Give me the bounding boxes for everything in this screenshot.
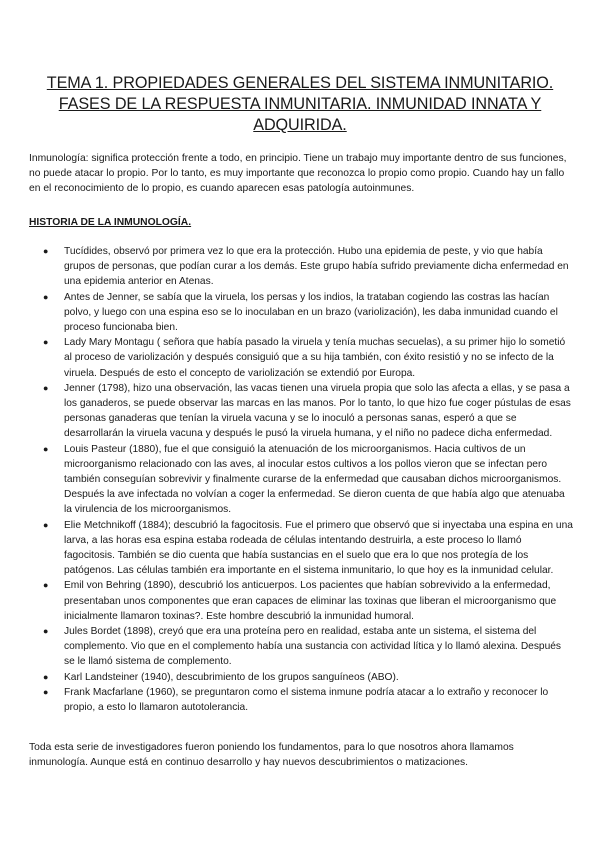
- bullet-icon: ●: [43, 291, 49, 302]
- list-item: [29, 290, 574, 336]
- bullet-icon: ●: [43, 626, 49, 637]
- list-item: [29, 624, 574, 670]
- list-item: [29, 335, 574, 381]
- list-item: [29, 578, 574, 624]
- intro-paragraph: Inmunología: significa protección frente a todo, en principio. Tiene un trabajo muy importante dentro de sus funciones, no puede atacar lo propio. Por lo tanto, es muy importante que reconozca lo propio como propio. Cuando hay un fallo en el reconocimiento de lo propio, es cuando aparecen esas patología autoinmunes.: [29, 153, 567, 195]
- title-line-1: TEMA 1. PROPIEDADES GENERALES DEL SISTEMA INMUNITARIO.: [46, 74, 554, 92]
- bullet-icon: ●: [43, 443, 49, 454]
- bullet-icon: ●: [43, 337, 49, 348]
- history-bullet-list: [29, 244, 574, 715]
- list-item-text: Jules Bordet (1898), creyó que era una proteína pero en realidad, estaba ante un sistema, el sistema del complemento. Vio que en el complemento había una sustancia con actividad lítica y lo llamó alexina. Después se le llamó sistema de complemento.: [64, 626, 562, 668]
- list-item-text: Lady Mary Montagu ( señora que había pasado la viruela y tenía muchas secuelas), a su primer hijo lo sometió al proceso de variolización y después consiguió que a su hija también, con éxito resistió y no se infecto de la viruela. Después de esto el concepto de variolización se extendió por Europa.: [64, 337, 566, 379]
- bullet-icon: ●: [43, 580, 49, 591]
- page-title: [30, 73, 570, 136]
- list-item: [29, 670, 574, 685]
- closing-paragraph: Toda esta serie de investigadores fueron poniendo los fundamentos, para lo que nosotros ahora llamamos inmunología. Aunque está en continuo desarrollo y hay nuevos descubrimientos o matizaciones.: [29, 742, 514, 769]
- bullet-icon: ●: [43, 382, 49, 393]
- list-item-text: Frank Macfarlane (1960), se preguntaron como el sistema inmune podría atacar a lo extraño y reconocer lo propio, a esto lo llamaron autotolerancia.: [64, 686, 549, 714]
- list-item-text: Jenner (1798), hizo una observación, las vacas tienen una viruela propia que solo las afecta a ellas, y se pasa a los ganaderos, se puede observar las marcas en las manos. Por lo tanto, lo que hizo fue coger pústulas de esas personas ganaderas que tenían la viruela vacuna y se lo inoculó a personas sanas, esperó a que se desarrollarán la viruela vacuna y después le pusó la viruela humana, y el niño no padece dicha enfermedad.: [64, 382, 571, 440]
- list-item-text: Karl Landsteiner (1940), descubrimiento de los grupos sanguíneos (ABO).: [64, 671, 399, 683]
- title-line-3: ADQUIRIDA.: [253, 116, 347, 134]
- list-item: [29, 518, 574, 579]
- bullet-icon: ●: [43, 686, 49, 697]
- section-heading-history: HISTORIA DE LA INMUNOLOGÍA.: [29, 217, 192, 228]
- list-item: [29, 244, 574, 290]
- list-item: [29, 685, 574, 715]
- list-item: [29, 381, 574, 442]
- list-item: [29, 442, 574, 518]
- bullet-icon: ●: [43, 519, 49, 530]
- bullet-icon: ●: [43, 246, 49, 256]
- list-item-text: Elie Metchnikoff (1884); descubrió la fagocitosis. Fue el primero que observó que si inyectaba una espina en una larva, a las horas esa espina estaba rodeada de células intentando destruirla, a este proceso lo llamó fagocitosis. También se dio cuenta que había sustancias en el suelo que era lo que nos protegía de los patógenos. Las células también era importante en el sistema inmunitario, lo que hoy es la inmunidad celular.: [64, 519, 573, 577]
- list-item-text: Emil von Behring (1890), descubrió los anticuerpos. Los pacientes que habían sobrevivido a la enfermedad, presentaban unos componentes que eran capaces de eliminar las toxinas que liberan el microorganismo que inicialmente llamaron toxinas?. Este hombre descubrió la inmunidad humoral.: [64, 580, 557, 622]
- list-item-text: Tucídides, observó por primera vez lo que era la protección. Hubo una epidemia de peste, y vio que había grupos de personas, que podían curar a los demás. Este grupo había sufrido previamente dicha enfermedad en una epidemia anterior en Atenas.: [64, 246, 569, 288]
- list-item-text: Louis Pasteur (1880), fue el que consiguió la atenuación de los microorganismos. Hacia cultivos de un microorganismo relacionado con las aves, al inocular estos cultivos a los pollos vieron que se infectan pero también conseguían sobrevivir y finalmente curarse de la enfermedad que causaban dichos microorganismos. Después la ave infectada no volvían a coger la enfermedad. Se dieron cuenta de que había algo que atenuaba la virulencia de los microorganismos.: [64, 443, 565, 516]
- title-line-2: FASES DE LA RESPUESTA INMUNITARIA. INMUNIDAD INNATA Y: [58, 95, 542, 113]
- list-item-text: Antes de Jenner, se sabía que la viruela, los persas y los indios, la trataban cogiendo las costras las hacían polvo, y luego con una espina eso se lo inoculaban en un brazo (variolización), les daba inmunidad cuando el proceso funcionaba bien.: [64, 291, 558, 334]
- bullet-icon: ●: [43, 671, 49, 682]
